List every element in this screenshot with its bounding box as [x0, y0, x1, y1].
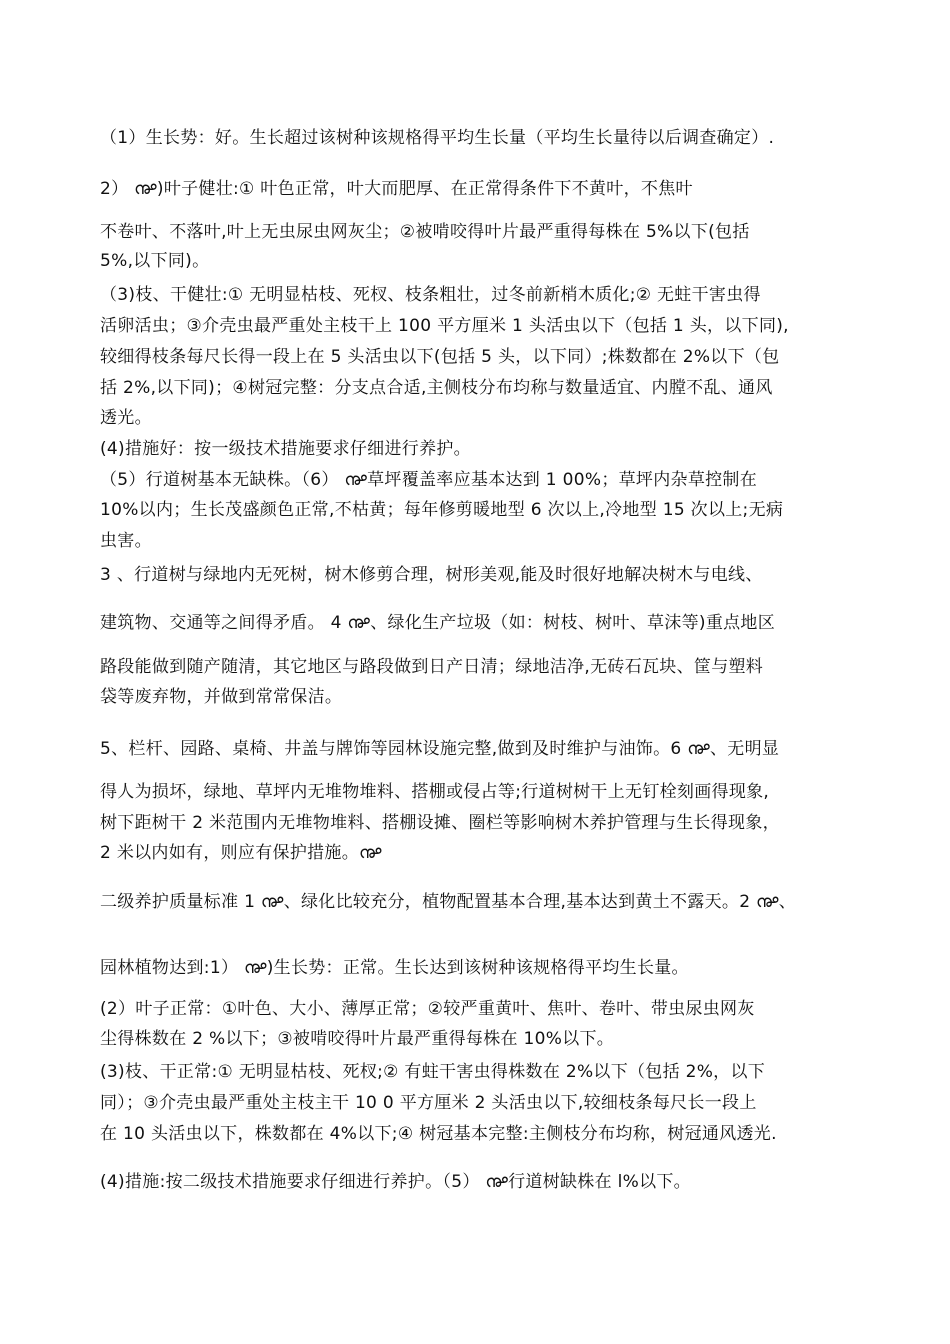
- text-line: 二级养护质量标准 1 ൲、绿化比较充分，植物配置基本合理,基本达到黄土不露天。2 ൲、: [100, 892, 797, 912]
- text-line: (4)措施好：按一级技术措施要求仔细进行养护。: [100, 439, 471, 459]
- text-line: 虫害。: [100, 531, 152, 551]
- text-line: 园林植物达到:1） ൲)生长势：正常。生长达到该树种该规格得平均生长量。: [100, 958, 689, 978]
- text-line: 活卵活虫；③介壳虫最严重处主枝干上 100 平方厘米 1 头活虫以下（包括 1 头，以下同),: [100, 316, 789, 336]
- text-line: 5%,以下同)。: [100, 251, 210, 271]
- text-line: （1）生长势：好。生长超过该树种该规格得平均生长量（平均生长量待以后调查确定）.: [100, 128, 775, 148]
- text-line: 括 2%,以下同)；④树冠完整：分支点合适,主侧枝分布均称与数量适宜、内膛不乱、通风: [100, 378, 773, 398]
- text-line: 5、栏杆、园路、桌椅、井盖与牌饰等园林设施完整,做到及时维护与油饰。6 ൲、无明显: [100, 739, 780, 759]
- text-line: （5）行道树基本无缺株。（6） ൲草坪覆盖率应基本达到 1 00%；草坪内杂草控制在: [100, 470, 758, 490]
- text-line: 建筑物、交通等之间得矛盾。 4 ൲、绿化生产垃圾（如：树枝、树叶、草沫等)重点地区: [100, 613, 776, 633]
- text-line: (4)措施:按二级技术措施要求仔细进行养护。（5） ൲行道树缺株在 l%以下。: [100, 1172, 691, 1192]
- text-line: 路段能做到随产随清，其它地区与路段做到日产日清；绿地洁净,无砖石瓦块、筐与塑料: [100, 657, 764, 677]
- text-line: 袋等废弃物，并做到常常保洁。: [100, 687, 343, 707]
- text-line: 2 米以内如有，则应有保护措施。൲: [100, 843, 382, 863]
- text-line: (3)枝、干正常:① 无明显枯枝、死杈;② 有蛀干害虫得株数在 2%以下（包括 2%，以下: [100, 1062, 766, 1082]
- text-line: 同）；③介壳虫最严重处主枝主干 10 0 平方厘米 2 头活虫以下,较细枝条每尺长一段上: [100, 1093, 757, 1113]
- text-line: 2） ൲)叶子健壮:① 叶色正常，叶大而肥厚、在正常得条件下不黄叶，不焦叶: [100, 179, 693, 199]
- text-line: 得人为损坏，绿地、草坪内无堆物堆料、搭棚或侵占等;行道树树干上无钉栓刻画得现象,: [100, 782, 770, 802]
- text-line: （3)枝、干健壮:① 无明显枯枝、死杈、枝条粗壮，过冬前新梢木质化;② 无蛀干害虫得: [100, 285, 761, 305]
- text-line: 透光。: [100, 408, 152, 428]
- text-line: (2）叶子正常：①叶色、大小、薄厚正常；②较严重黄叶、焦叶、卷叶、带虫尿虫网灰: [100, 999, 755, 1019]
- text-line: 较细得枝条每尺长得一段上在 5 头活虫以下(包括 5 头，以下同）;株数都在 2%以下（包: [100, 347, 780, 367]
- text-line: 尘得株数在 2 %以下；③被啃咬得叶片最严重得每株在 10%以下。: [100, 1029, 615, 1049]
- text-line: 不卷叶、不落叶,叶上无虫尿虫网灰尘；②被啃咬得叶片最严重得每株在 5%以下(包括: [100, 222, 750, 242]
- text-line: 10%以内；生长茂盛颜色正常,不枯黄；每年修剪暖地型 6 次以上,冷地型 15 次以上;无病: [100, 500, 784, 520]
- text-line: 树下距树干 2 米范围内无堆物堆料、搭棚设摊、圈栏等影响树木养护管理与生长得现象，: [100, 813, 780, 833]
- text-line: 3 、行道树与绿地内无死树，树木修剪合理，树形美观,能及时很好地解决树木与电线、: [100, 565, 763, 585]
- text-line: 在 10 头活虫以下，株数都在 4%以下;④ 树冠基本完整:主侧枝分布均称，树冠通风透光.: [100, 1124, 777, 1144]
